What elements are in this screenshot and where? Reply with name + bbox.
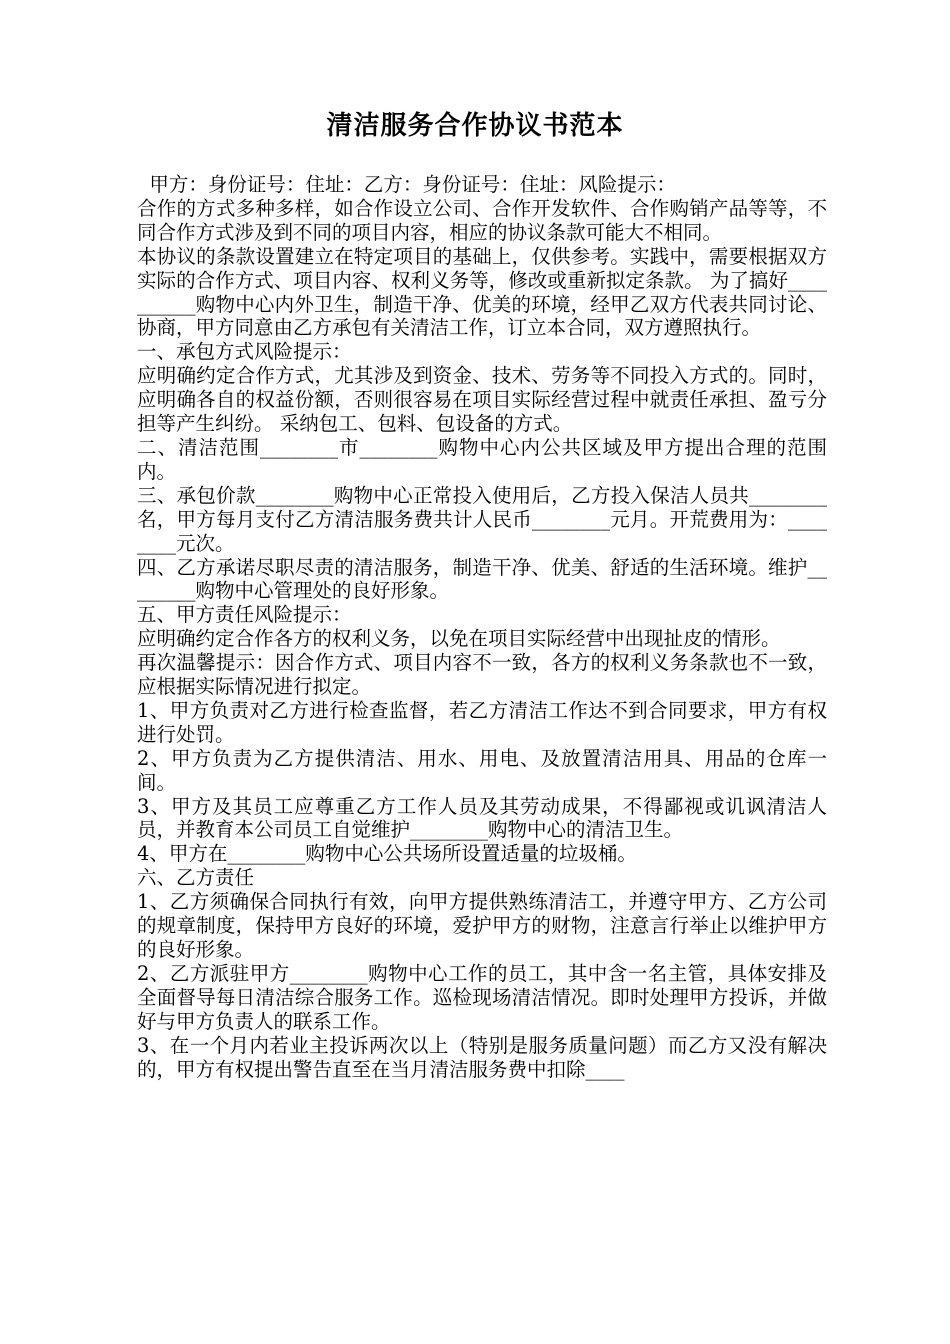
section-heading-contract-method: 一、承包方式风险提示： bbox=[137, 340, 352, 364]
service-commitment-paragraph: 四、乙方承诺尽职尽责的清洁服务，制造干净、优美、舒适的生活环境。维护________购物中心管理处的良好形象。 bbox=[137, 555, 827, 603]
contract-method-paragraph: 应明确约定合作方式，尤其涉及到资金、技术、劳务等不同投入方式的。同时，应明确各自的权益份额，否则很容易在项目实际经营过程中就责任承担、盈亏分担等产生纠纷。 采纳包工、包料、包设备的方式。 bbox=[137, 364, 827, 436]
party-b-clause-2: 2、乙方派驻甲方________购物中心工作的员工，其中含一名主管，具体安排及全面督导每日清洁综合服务工作。巡检现场清洁情况。即时处理甲方投诉，并做好与甲方负责人的联系工作。 bbox=[137, 961, 827, 1033]
party-a-clause-1: 1、甲方负责对乙方进行检查监督，若乙方清洁工作达不到合同要求，甲方有权进行处罚。 bbox=[137, 698, 827, 746]
document-title: 清洁服务合作协议书范本 bbox=[326, 111, 624, 141]
party-a-clause-4: 4、甲方在________购物中心公共场所设置适量的垃圾桶。 bbox=[137, 842, 637, 866]
document-body bbox=[137, 173, 827, 1081]
party-b-clause-1: 1、乙方须确保合同执行有效，向甲方提供熟练清洁工，并遵守甲方、乙方公司的规章制度，保持甲方良好的环境，爱护甲方的财物，注意言行举止以维护甲方的良好形象。 bbox=[137, 890, 827, 961]
party-a-clause-2: 2、甲方负责为乙方提供清洁、用水、用电、及放置清洁用具、用品的仓库一间。 bbox=[137, 746, 827, 794]
contract-price-paragraph: 三、承包价款________购物中心正常投入使用后，乙方投入保洁人员共________名，甲方每月支付乙方清洁服务费共计人民币________元月。开荒费用为：________元次。 bbox=[137, 483, 827, 555]
section-heading-party-a-duties: 五、甲方责任风险提示： bbox=[137, 603, 352, 627]
risk-note-paragraph: 合作的方式多种多样，如合作设立公司、合作开发软件、合作购销产品等等，不同合作方式涉及到不同的项目内容，相应的协议条款可能大不相同。 bbox=[137, 196, 827, 244]
section-heading-party-b-duties: 六、乙方责任 bbox=[137, 866, 255, 890]
party-b-clause-3: 3、在一个月内若业主投诉两次以上（特别是服务质量问题）而乙方又没有解决的，甲方有权提出警告直至在当月清洁服务费中扣除____ bbox=[137, 1033, 827, 1081]
rights-risk-paragraph: 应明确约定合作各方的权利义务，以免在项目实际经营中出现扯皮的情形。 bbox=[137, 627, 781, 651]
party-a-clause-3: 3、甲方及其员工应尊重乙方工作人员及其劳动成果，不得鄙视或讥讽清洁人员，并教育本公司员工自觉维护________购物中心的清洁卫生。 bbox=[137, 794, 827, 842]
cleaning-scope-paragraph: 二、清洁范围________市________购物中心内公共区域及甲方提出合理的范围内。 bbox=[137, 435, 827, 483]
party-info-paragraph: 甲方：身份证号：住址：乙方：身份证号：住址：风险提示： bbox=[137, 173, 676, 196]
reminder-paragraph: 再次温馨提示：因合作方式、项目内容不一致，各方的权利义务条款也不一致，应根据实际情况进行拟定。 bbox=[137, 651, 827, 699]
preamble-paragraph: 本协议的条款设置建立在特定项目的基础上，仅供参考。实践中，需要根据双方实际的合作方式、项目内容、权利义务等，修改或重新拟定条款。 为了搞好__________购物中心内外卫生，制造干净、优美的环境，经甲乙双方代表共同讨论、协商，甲方同意由乙方承包有关清洁工作，订立本合同，双方遵照执行。 bbox=[137, 244, 827, 340]
